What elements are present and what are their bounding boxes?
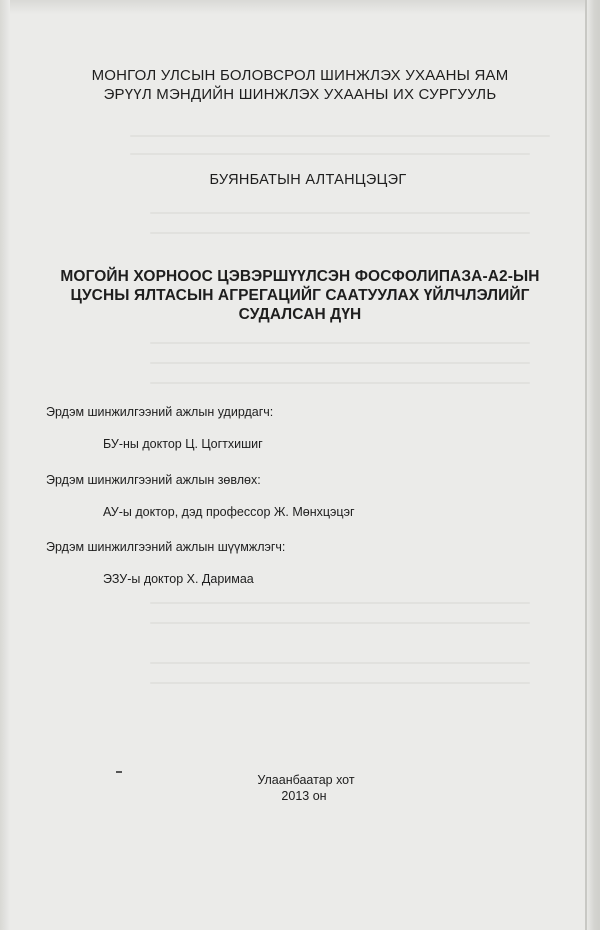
- thesis-title-line: СУДАЛСАН ДҮН: [238, 306, 362, 323]
- bleed-through-line: [150, 342, 530, 344]
- supervisor-name: БУ-ны доктор Ц. Цогтхишиг: [103, 437, 263, 451]
- advisor-role-label: Эрдэм шинжилгээний ажлын зөвлөх:: [46, 473, 261, 487]
- ministry-heading: МОНГОЛ УЛСЫН БОЛОВСРОЛ ШИНЖЛЭХ УХААНЫ ЯАМ: [91, 67, 509, 84]
- bleed-through-line: [150, 662, 530, 664]
- university-heading: ЭРҮҮЛ МЭНДИЙН ШИНЖЛЭХ УХААНЫ ИХ СУРГУУЛЬ: [103, 86, 497, 103]
- thesis-title-line: МОГОЙН ХОРНООС ЦЭВЭРШҮҮЛСЭН ФОСФОЛИПАЗА-А2-ЫН: [60, 268, 540, 285]
- bleed-through-line: [150, 382, 530, 384]
- author-name: БУЯНБАТЫН АЛТАНЦЭЦЭГ: [209, 172, 407, 188]
- bleed-through-line: [150, 682, 530, 684]
- reviewer-name: ЭЗУ-ы доктор Х. Даримаа: [103, 572, 254, 586]
- reviewer-role-label: Эрдэм шинжилгээний ажлын шүүмжлэгч:: [46, 540, 286, 554]
- supervisor-role-label: Эрдэм шинжилгээний ажлын удирдагч:: [46, 405, 274, 419]
- bleed-through-line: [130, 153, 530, 155]
- advisor-name: АУ-ы доктор, дэд профессор Ж. Мөнхцэцэг: [103, 505, 355, 519]
- bleed-through-line: [150, 362, 530, 364]
- bleed-through-line: [150, 212, 530, 214]
- year-label: 2013 он: [281, 789, 327, 803]
- thesis-title-line: ЦУСНЫ ЯЛТАСЫН АГРЕГАЦИЙГ СААТУУЛАХ ҮЙЛЧЛЭЛИЙГ: [70, 287, 530, 304]
- bleed-through-line: [130, 135, 550, 137]
- bleed-through-line: [150, 622, 530, 624]
- page-top-edge: [0, 0, 600, 14]
- city-label: Улаанбаатар хот: [257, 773, 355, 787]
- bleed-through-line: [150, 602, 530, 604]
- bleed-through-line: [150, 232, 530, 234]
